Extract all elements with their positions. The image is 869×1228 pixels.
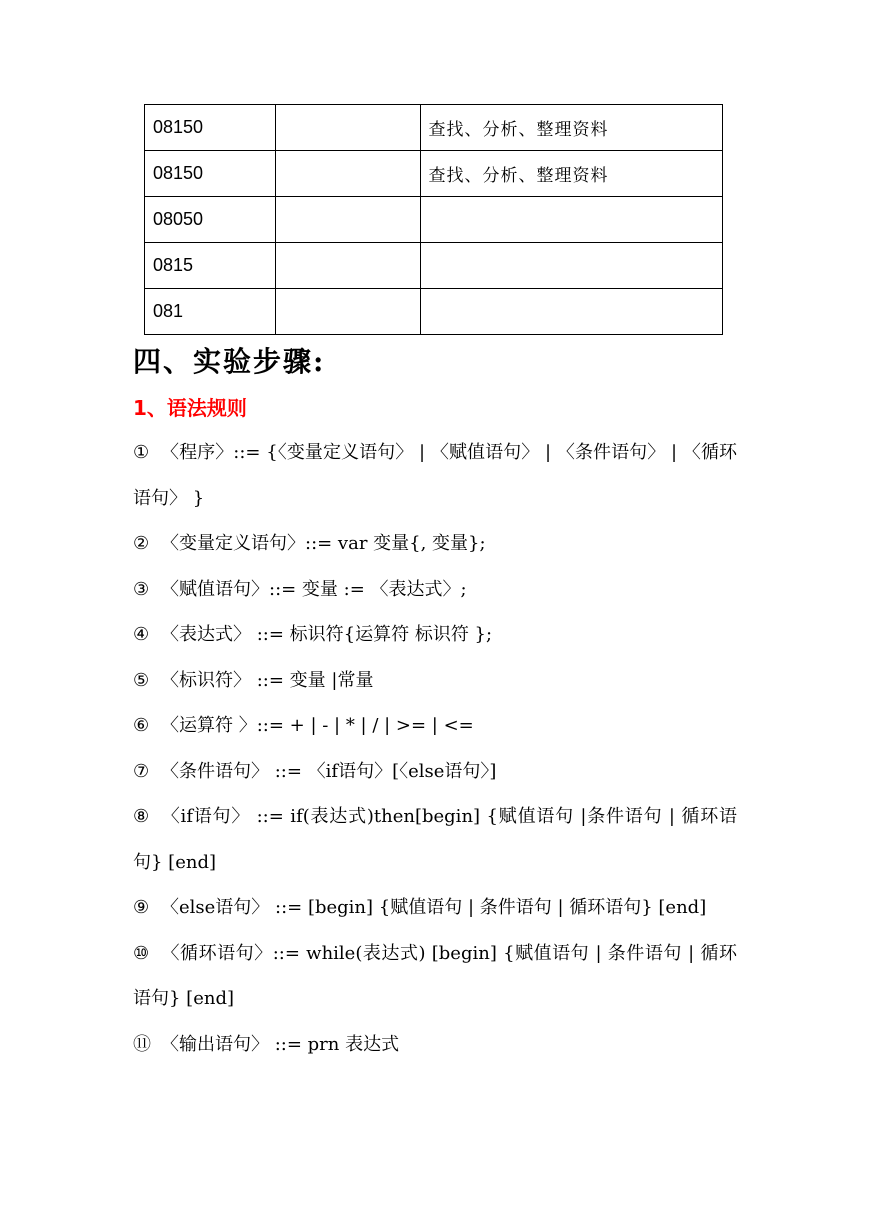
table-row xyxy=(145,243,723,289)
member-table xyxy=(144,104,723,335)
rule-number: ⑨ xyxy=(133,897,150,918)
member-task-cell: 查找、分析、整理资料 xyxy=(420,151,722,197)
rule-number: ⑥ xyxy=(133,715,150,736)
rule-number: ⑧ xyxy=(133,806,150,827)
member-task-cell xyxy=(420,197,722,243)
section-heading: 四、实验步骤: xyxy=(133,345,326,378)
grammar-rule xyxy=(133,1022,737,1068)
grammar-rule xyxy=(133,521,737,567)
rule-number: ③ xyxy=(133,578,150,600)
grammar-rule xyxy=(133,931,737,1022)
section-subheading: 1、语法规则 xyxy=(133,396,247,420)
rule-text: 〈表达式〉 ::= 标识符{运算符 标识符 }; xyxy=(161,624,493,645)
rule-number: ① xyxy=(133,442,150,463)
rule-number: ② xyxy=(133,533,150,554)
grammar-rule xyxy=(133,703,737,749)
rule-number: ⑦ xyxy=(133,760,150,782)
member-task-cell xyxy=(420,289,722,335)
member-name-cell xyxy=(275,289,420,335)
rule-number: ④ xyxy=(133,624,150,645)
grammar-rules-list xyxy=(133,430,737,1067)
rule-text: 〈变量定义语句〉::= var 变量{, 变量}; xyxy=(161,533,486,554)
rule-text: 〈运算符 〉::= + | - | * | / | >= | <= xyxy=(161,715,474,736)
grammar-rule xyxy=(133,430,737,521)
grammar-rule xyxy=(133,612,737,658)
table-row xyxy=(145,151,723,197)
rule-number: ⑩ xyxy=(133,942,150,964)
grammar-rule xyxy=(133,658,737,704)
rule-number: ⑪ xyxy=(133,1033,151,1055)
member-id-cell: 08050 xyxy=(145,197,276,243)
member-name-cell xyxy=(275,105,420,151)
member-task-cell: 查找、分析、整理资料 xyxy=(420,105,722,151)
grammar-rule xyxy=(133,885,737,931)
grammar-rule xyxy=(133,794,737,885)
rule-text: 〈条件语句〉 ::= 〈if语句〉[〈else语句〉] xyxy=(161,760,497,782)
rule-text: 〈标识符〉 ::= 变量 |常量 xyxy=(161,669,374,691)
rule-text: 〈程序〉::= {〈变量定义语句〉 | 〈赋值语句〉 | 〈条件语句〉 | 〈循环语句〉 } xyxy=(133,442,737,509)
grammar-rule xyxy=(133,567,737,613)
rule-text: 〈else语句〉 ::= [begin] {赋值语句 | 条件语句 | 循环语句} [end] xyxy=(161,897,707,918)
member-name-cell xyxy=(275,151,420,197)
member-id-cell: 0815 xyxy=(145,243,276,289)
rule-text: 〈循环语句〉::= while(表达式) [begin] {赋值语句 | 条件语句 | 循环语句} [end] xyxy=(133,942,737,1009)
rule-number: ⑤ xyxy=(133,669,150,691)
rule-text: 〈赋值语句〉::= 变量 := 〈表达式〉; xyxy=(161,578,467,600)
member-id-cell: 081 xyxy=(145,289,276,335)
rule-text: 〈输出语句〉 ::= prn 表达式 xyxy=(161,1033,400,1055)
rule-text: 〈if语句〉 ::= if(表达式)then[begin] {赋值语句 |条件语句 | 循环语句} [end] xyxy=(133,806,737,873)
table-row xyxy=(145,197,723,243)
member-task-cell xyxy=(420,243,722,289)
table-row xyxy=(145,289,723,335)
member-name-cell xyxy=(275,243,420,289)
table-row xyxy=(145,105,723,151)
member-id-cell: 08150 xyxy=(145,105,276,151)
member-id-cell: 08150 xyxy=(145,151,276,197)
member-name-cell xyxy=(275,197,420,243)
grammar-rule xyxy=(133,749,737,795)
